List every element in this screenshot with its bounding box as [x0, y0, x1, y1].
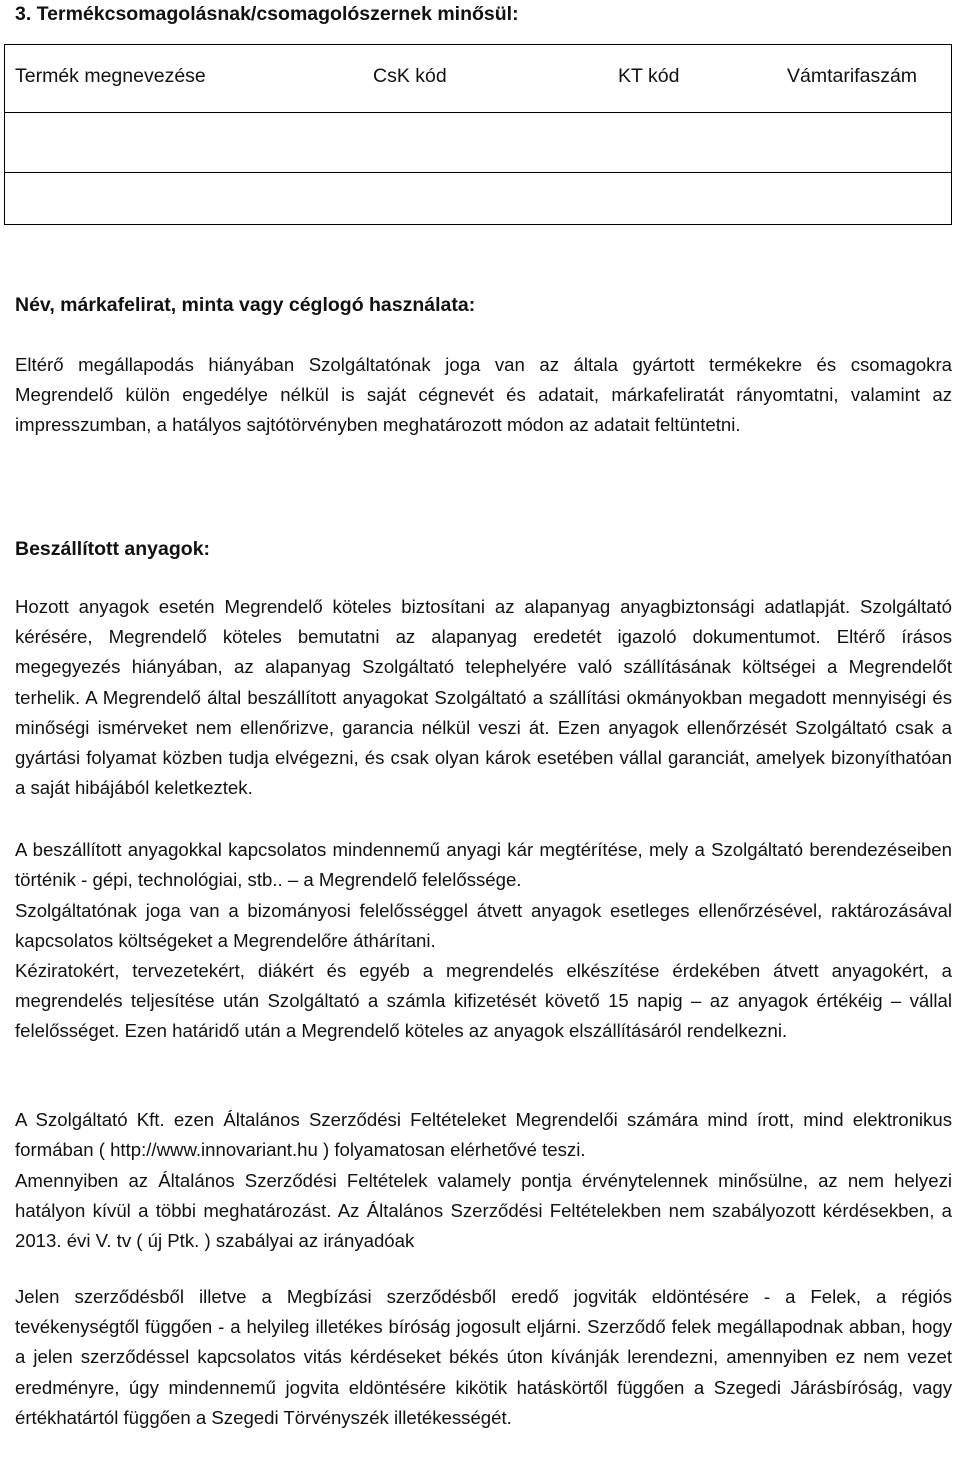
materials-text-4: Kéziratokért, tervezetekért, diákért és egyéb a megrendelés elkészítése érdekében átvett anyagokért, a megrendelés teljesítése után Szolgáltató a számla kifizetését követő 15 napig – az anyagok értékéig – vállal felelősséget. Ezen határidő után a Megrendelő köteles az anyagok elszállításáról rendelkezni.	[15, 960, 952, 1042]
header-product-name: Termék megnevezése	[15, 65, 206, 87]
materials-text-1: Hozott anyagok esetén Megrendelő köteles biztosítani az alapanyag anyagbiztonsági adatlapját. Szolgáltató kérésére, Megrendelő köteles bemutatni az alapanyag eredetét igazoló dokumentumot. Eltérő írásos megegyezés hiányában, az alapanyag Szolgáltató telephelyére való szállításának költségei a Megrendelőt terhelik. A Megrendelő által beszállított anyagokat Szolgáltató a szállítási okmányokban megadott mennyiségi és minőségi ismérveket nem ellenőrizve, garancia nélkül veszi át. Ezen anyagok ellenőrzését Szolgáltató csak a gyártási folyamat közben tudja elvégezni, és csak olyan károk esetében vállal garanciát, amelyek bizonyíthatóan a saját hibájából keletkeztek.	[15, 596, 952, 799]
terms-text-2: Amennyiben az Általános Szerződési Feltételek valamely pontja érvénytelennek minősülne, az nem helyezi hatályon kívül a többi meghatározást. Az Általános Szerződési Feltételekben nem szabályozott kérdésekben, a 2013. évi V. tv ( új Ptk. ) szabályai az irányadóak	[15, 1170, 952, 1252]
header-kt-code: KT kód	[618, 65, 680, 87]
section-title: 3. Termékcsomagolásnak/csomagolószernek minősül:	[15, 3, 519, 25]
header-csk-code: CsK kód	[373, 65, 447, 87]
materials-text-2: A beszállított anyagokkal kapcsolatos mindennemű anyagi kár megtérítése, mely a Szolgáltató berendezéseiben történik - gépi, technológiai, stb.. – a Megrendelő felelőssége.	[15, 839, 952, 891]
disputes-text: Jelen szerződésből illetve a Megbízási szerződésből eredő jogviták eldöntésére - a Felek, a régiós tevékenységtől függően - a helyileg illetékes bíróság jogosult eljárni. Szerződő felek megállapodnak abban, hogy a jelen szerződéssel kapcsolatos vitás kérdéseket békés úton kívánják lerendezni, amennyiben ez nem vezet eredményre, úgy mindennemű jogvita eldöntésére kikötik hatáskörtől függően a Szegedi Járásbíróság, vagy értékhatártól függően a Szegedi Törvényszék illetékességét.	[15, 1286, 952, 1428]
product-table	[4, 44, 952, 225]
materials-title: Beszállított anyagok:	[15, 538, 211, 560]
header-customs-code: Vámtarifaszám	[787, 65, 918, 87]
brand-use-text: Eltérő megállapodás hiányában Szolgáltatónak joga van az általa gyártott termékekre és csomagokra Megrendelő külön engedélye nélkül is saját cégnevét és adatait, márkafeliratát rányomtatni, valamint az impresszumban, a hatályos sajtótörvényben meghatározott módon az adatait feltüntetni.	[15, 354, 952, 436]
brand-use-title: Név, márkafelirat, minta vagy céglogó használata:	[15, 294, 476, 316]
table-header-row	[5, 45, 951, 113]
materials-text-3: Szolgáltatónak joga van a bizományosi felelősséggel átvett anyagok esetleges ellenőrzésével, raktározásával kapcsolatos költségeket a Megrendelőre áthárítani.	[15, 900, 952, 952]
terms-text-1: A Szolgáltató Kft. ezen Általános Szerződési Feltételeket Megrendelői számára mind írott, mind elektronikus formában ( http://www.innovariant.hu ) folyamatosan elérhetővé teszi.	[15, 1109, 952, 1161]
table-empty-row	[5, 112, 951, 173]
